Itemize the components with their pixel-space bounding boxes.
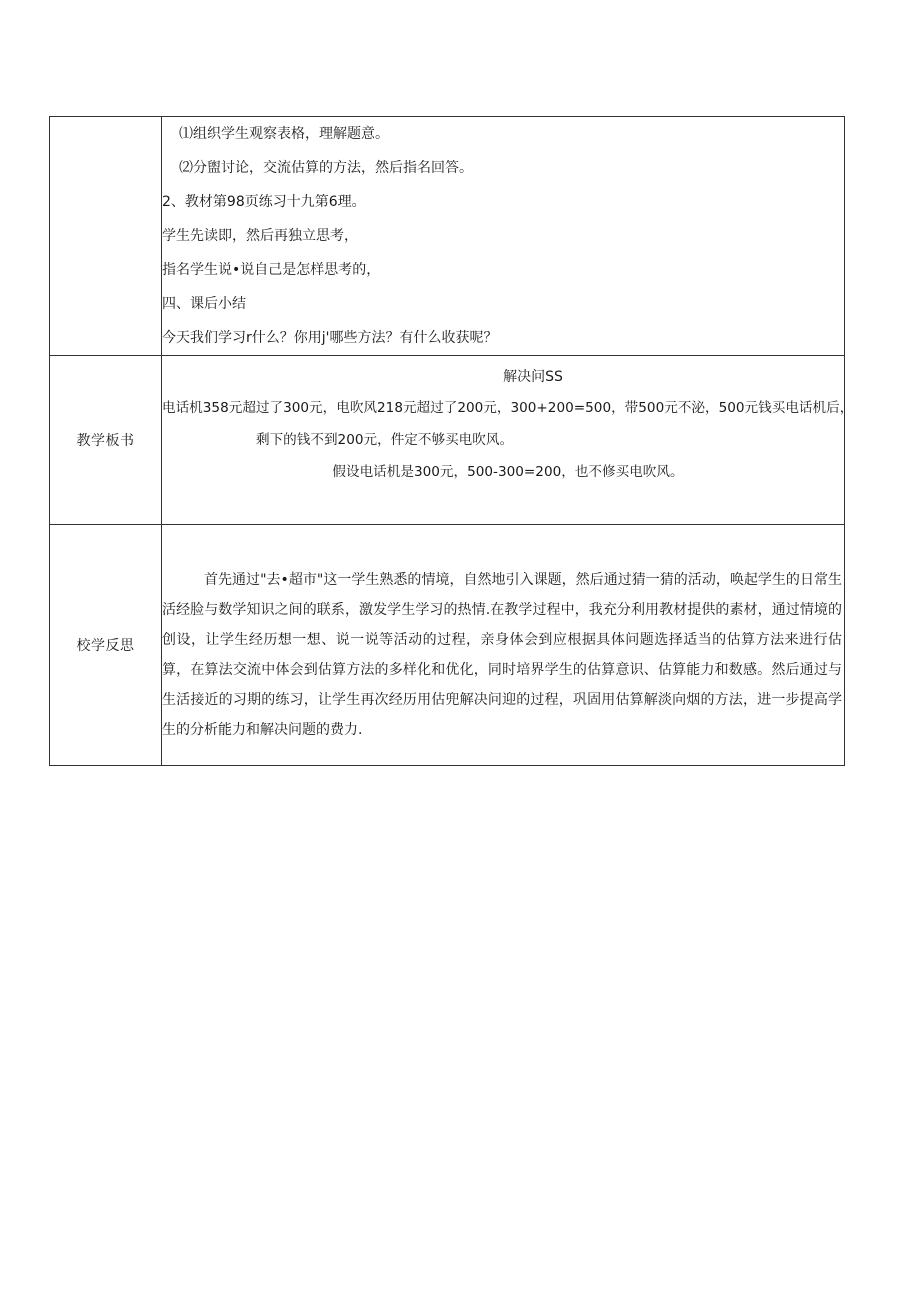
- board-label: 教学板书: [50, 356, 162, 525]
- process-line: 今天我们学习r什么？你用j'哪些方法？有什么收获呢？: [162, 330, 498, 346]
- reflection-row: [50, 525, 845, 766]
- board-title: 解决问SS: [503, 369, 563, 385]
- process-line: 四、课后小结: [162, 296, 246, 312]
- board-line-1: 电话机358元超过了300元，电吹风218元超过了200元，300+200=500，带500元不泌，500元钱买电话机后，: [162, 400, 854, 416]
- board-content-cell: [162, 356, 854, 525]
- process-line: 学生先读即，然后再独立思考，: [162, 228, 358, 244]
- reflection-content-cell: [162, 525, 845, 766]
- board-line-3: 假设电话机是300元，500-300=200，也不修买电吹风。: [332, 464, 684, 480]
- reflection-label: 校学反思: [50, 525, 162, 766]
- process-label-cell: [50, 117, 162, 356]
- reflection-paragraph: 首先通过"去•超市"这一学生熟悉的情境，自然地引入课题，然后通过猜一猜的活动，唤起学生的日常生活经脸与数学知识之间的联系，激发学生学习的热情.在教学过程中，我充分利用教材提供的素材，通过情境的创设，让学生经历想一想、说一说等活动的过程，亲身体会到应根据具体问题选择适当的估算方法来进行估算，在算法交流中体会到估算方法的多样化和优化，同时培界学生的估算意识、估算能力和数感。然后通过与生活接近的习期的练习，让学生再次经历用估兜解决问迎的过程，巩固用估算解淡向烟的方法，进一步提高学生的分析能力和解决问题的费力.: [162, 572, 842, 738]
- process-line: ⑵分盥讨论，交流估算的方法，然后指名回答。: [179, 160, 473, 176]
- lesson-plan-table: [49, 116, 854, 766]
- board-row: [50, 356, 845, 525]
- process-line: 2、教材第98页练习十九第6理。: [162, 194, 366, 210]
- process-row: [50, 117, 845, 356]
- process-line: ⑴组织学生观察表格，理解题意。: [179, 126, 389, 142]
- process-line: 指名学生说•说自己是怎样思考的，: [162, 262, 381, 278]
- process-content-cell: [162, 117, 845, 356]
- board-line-2: 剩下的钱不到200元，件定不够买电吹风。: [256, 432, 514, 448]
